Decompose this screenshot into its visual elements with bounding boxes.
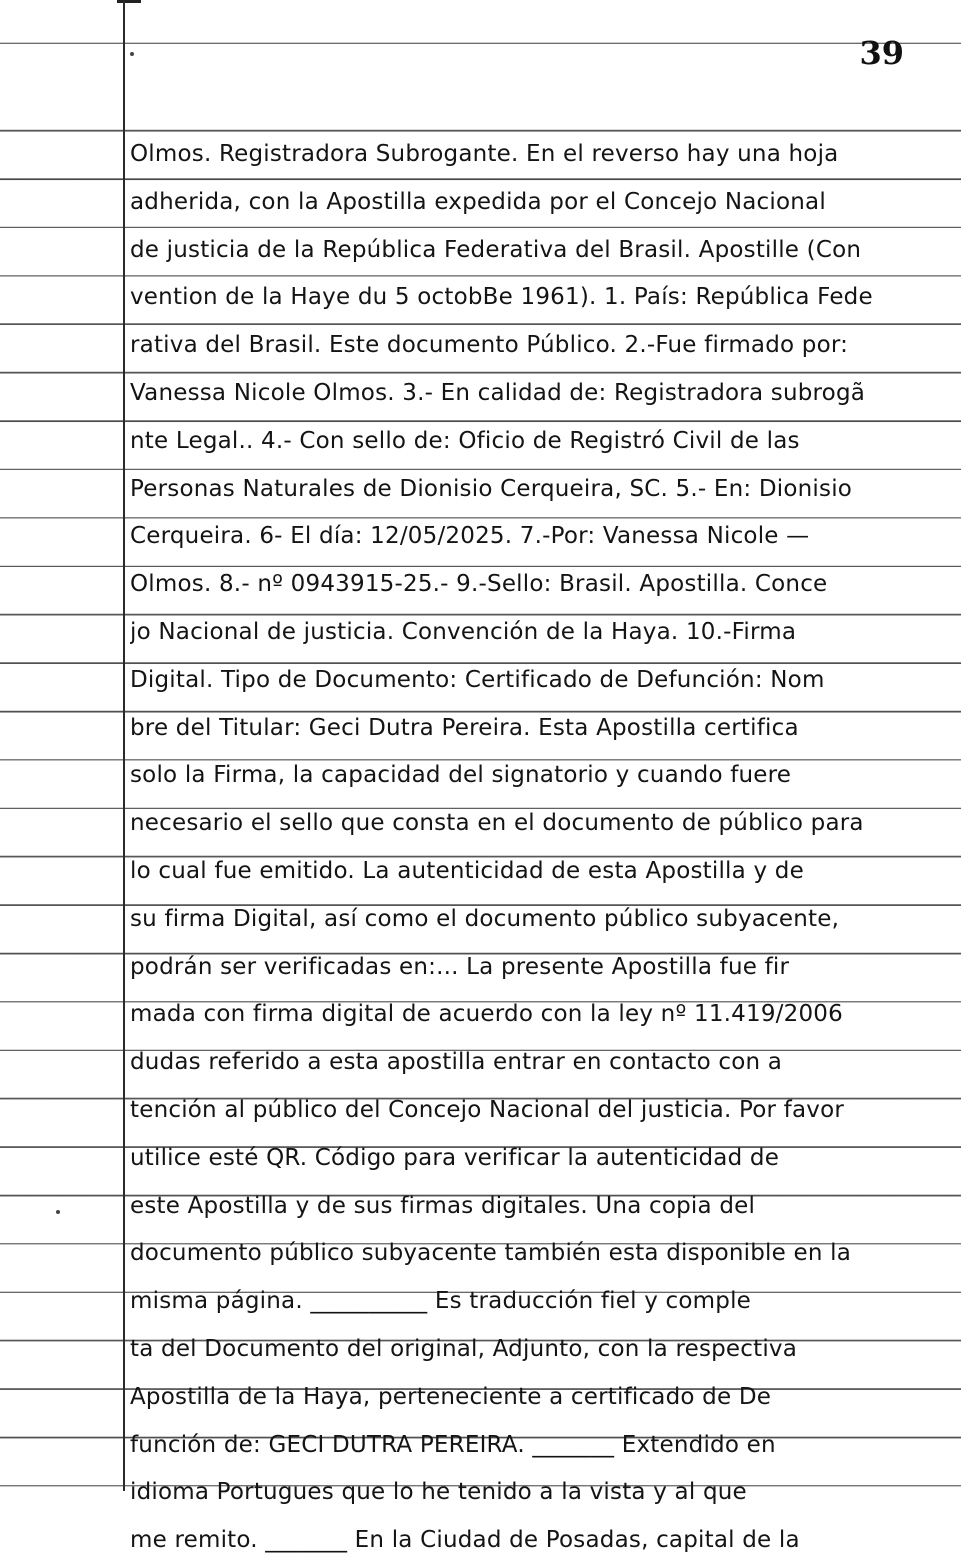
text-line bbox=[130, 179, 961, 227]
text-line bbox=[130, 657, 961, 705]
text-line bbox=[130, 418, 961, 466]
text-line-content: vention de la Haye du 5 octobBe 1961). 1. País: República Fede bbox=[130, 284, 873, 311]
text-line bbox=[130, 991, 961, 1039]
text-line bbox=[130, 705, 961, 753]
text-line bbox=[130, 1135, 961, 1183]
margin-line-top-mark bbox=[117, 0, 141, 3]
text-line-content: documento público subyacente también esta disponible en la bbox=[130, 1240, 852, 1267]
text-line bbox=[130, 1517, 961, 1565]
text-line-content: Digital. Tipo de Documento: Certificado de Defunción: Nom bbox=[130, 666, 825, 693]
text-line-content: Vanessa Nicole Olmos. 3.- En calidad de: Registradora subrogã bbox=[130, 379, 866, 406]
text-line bbox=[130, 1278, 961, 1326]
page-number: 39 bbox=[859, 34, 904, 72]
margin-line bbox=[123, 0, 125, 1491]
text-line bbox=[130, 370, 961, 418]
text-line bbox=[130, 466, 961, 514]
text-line bbox=[130, 131, 961, 179]
text-line bbox=[130, 800, 961, 848]
text-line-content: podrán ser verificadas en:... La presente Apostilla fue fir bbox=[130, 953, 790, 980]
text-line-content: Olmos. Registradora Subrogante. En el reverso hay una hoja bbox=[130, 141, 839, 167]
text-line bbox=[130, 1183, 961, 1231]
text-line-content: solo la Firma, la capacidad del signatorio y cuando fuere bbox=[130, 762, 792, 789]
text-line bbox=[130, 896, 961, 944]
text-line bbox=[130, 513, 961, 561]
text-line-content: dudas referido a esta apostilla entrar en contacto con a bbox=[130, 1049, 783, 1076]
text-line-content: de justicia de la República Federativa del Brasil. Apostille (Con bbox=[130, 236, 862, 263]
text-line bbox=[130, 1422, 961, 1470]
text-line-content: Olmos. 8.- nº 0943915-25.- 9.-Sello: Brasil. Apostilla. Conce bbox=[130, 571, 828, 598]
text-line-content: rativa del Brasil. Este documento Público. 2.-Fue firmado por: bbox=[130, 332, 849, 359]
text-line-content: utilice esté QR. Código para verificar la autenticidad de bbox=[130, 1144, 780, 1171]
text-line-content: este Apostilla y de sus firmas digitales. Una copia del bbox=[130, 1192, 756, 1219]
text-line bbox=[130, 609, 961, 657]
text-line-content: adherida, con la Apostilla expedida por el Concejo Nacional bbox=[130, 188, 826, 215]
text-line-content: me remito. _______ En la Ciudad de Posadas, capital de la bbox=[130, 1527, 800, 1554]
text-line-content: función de: GECI DUTRA PEREIRA. _______ Extendido en bbox=[130, 1431, 776, 1458]
text-line-content: misma página. __________ Es traducción fiel y comple bbox=[130, 1288, 752, 1315]
text-line bbox=[130, 1469, 961, 1517]
text-line-content: jo Nacional de justicia. Convención de la Haya. 10.-Firma bbox=[130, 618, 797, 645]
text-line-content: Cerqueira. 6- El día: 12/05/2025. 7.-Por: Vanessa Nicole — bbox=[130, 523, 810, 550]
text-line-content: tención al público del Concejo Nacional del justicia. Por favor bbox=[130, 1096, 845, 1123]
text-line-content: nte Legal.. 4.- Con sello de: Oficio de Registró Civil de las bbox=[130, 427, 800, 454]
text-line-content: Personas Naturales de Dionisio Cerqueira, SC. 5.- En: Dionisio bbox=[130, 475, 853, 502]
handwritten-text-block bbox=[130, 131, 961, 1565]
text-line-content: mada con firma digital de acuerdo con la ley nº 11.419/2006 bbox=[130, 1001, 843, 1028]
text-line bbox=[130, 561, 961, 609]
text-line bbox=[130, 1039, 961, 1087]
text-line bbox=[130, 1230, 961, 1278]
text-line bbox=[130, 752, 961, 800]
text-line bbox=[130, 1374, 961, 1422]
text-line-content: Apostilla de la Haya, perteneciente a certificado de De bbox=[130, 1383, 772, 1410]
text-line bbox=[130, 1087, 961, 1135]
text-line bbox=[130, 227, 961, 275]
text-line-content: bre del Titular: Geci Dutra Pereira. Esta Apostilla certifica bbox=[130, 714, 799, 741]
text-line-content: necesario el sello que consta en el documento de público para bbox=[130, 810, 864, 837]
dot-mark bbox=[130, 52, 134, 56]
text-line bbox=[130, 848, 961, 896]
dot-mark bbox=[56, 1210, 60, 1214]
text-line bbox=[130, 944, 961, 992]
text-line-content: idioma Portugues que lo he tenido a la vista y al que bbox=[130, 1479, 747, 1506]
text-line-content: su firma Digital, así como el documento público subyacente, bbox=[130, 905, 840, 932]
text-line bbox=[130, 1326, 961, 1374]
text-line bbox=[130, 322, 961, 370]
text-line-content: lo cual fue emitido. La autenticidad de esta Apostilla y de bbox=[130, 857, 804, 884]
text-line bbox=[130, 274, 961, 322]
text-line-content: ta del Documento del original, Adjunto, con la respectiva bbox=[130, 1335, 798, 1362]
